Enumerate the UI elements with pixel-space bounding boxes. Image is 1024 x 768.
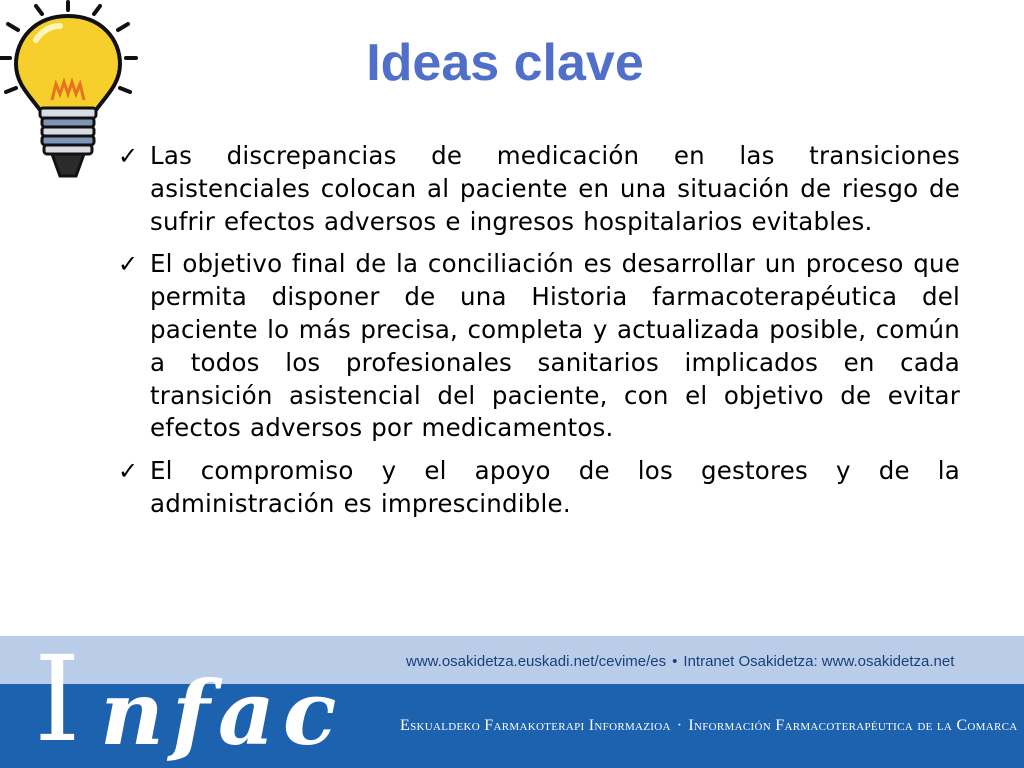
- bullet-text: Las discrepancias de medicación en las transiciones asistenciales colocan al paciente en una situación de riesgo de sufrir efectos adversos e ingresos hospitalarios evitables.: [150, 141, 960, 236]
- footer-urls: [406, 652, 966, 672]
- checkmark-icon: ✓: [118, 457, 139, 486]
- bullet-list: [118, 140, 960, 531]
- url-separator: •: [672, 653, 678, 670]
- bullet-text: El compromiso y el apoyo de los gestores y de la administración es imprescindible.: [150, 456, 960, 518]
- checkmark-icon: ✓: [118, 142, 139, 170]
- slide-title: Ideas clave: [366, 34, 644, 92]
- tagline-spanish: Información Farmacoterapéutica de la Comarca: [688, 717, 1018, 734]
- infac-logo: [34, 630, 345, 768]
- bullet-item: [118, 140, 960, 238]
- footer-tagline: [400, 714, 1018, 738]
- checkmark-icon: ✓: [118, 250, 139, 279]
- logo-initial: I: [34, 630, 81, 768]
- bullet-text: El objetivo final de la conciliación es desarrollar un proceso que permita disponer de una Historia farmacoterapéutica del paciente lo más precisa, completa y actualizada posible, común a todos los profesionales sanitarios implicados en cada transición asistencial del paciente, con el objetivo de evitar efectos adversos por medicamentos.: [150, 249, 960, 443]
- cevime-url-link[interactable]: www.osakidetza.euskadi.net/cevime/es: [406, 653, 667, 670]
- tagline-basque: Eskualdeko Farmakoterapi Informazioa: [400, 717, 671, 734]
- bullet-item: [118, 248, 960, 445]
- intranet-url-link[interactable]: Intranet Osakidetza: www.osakidetza.net: [683, 653, 955, 670]
- logo-text: nfac: [100, 661, 345, 765]
- bullet-item: [118, 455, 960, 521]
- tagline-separator: ·: [676, 717, 683, 734]
